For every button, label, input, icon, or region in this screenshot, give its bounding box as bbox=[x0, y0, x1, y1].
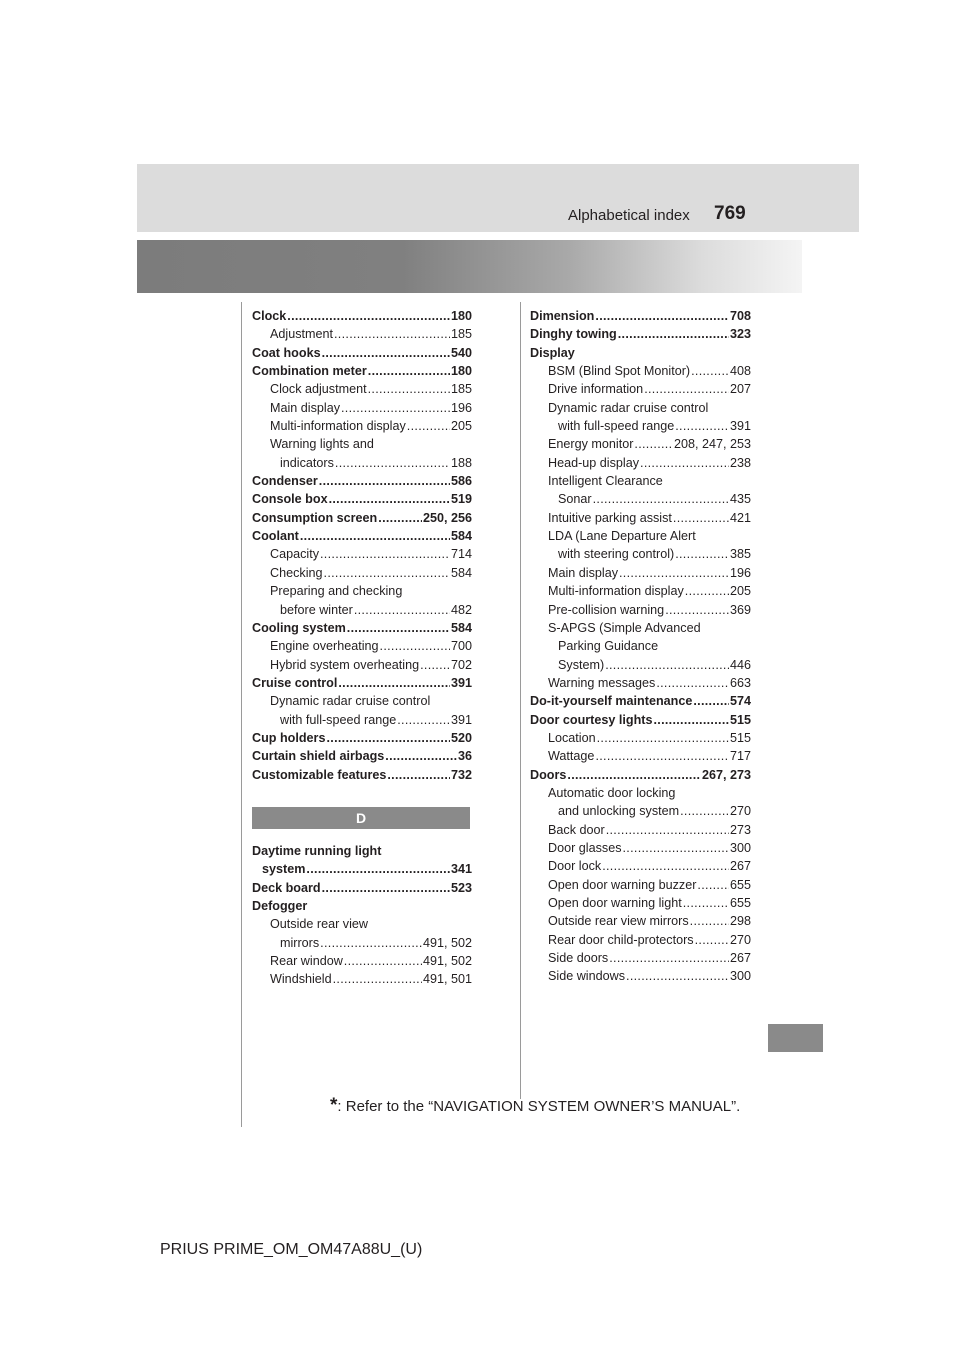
left-margin-rule bbox=[241, 302, 242, 1127]
entry-page: 391 bbox=[450, 712, 472, 727]
entry-label: Hybrid system overheating bbox=[270, 657, 420, 672]
index-entry bbox=[530, 876, 751, 894]
document-id: PRIUS PRIME_OM_OM47A88U_(U) bbox=[160, 1241, 423, 1258]
index-entry bbox=[252, 711, 472, 729]
entry-label: Wattage bbox=[548, 749, 595, 764]
index-list-d bbox=[252, 842, 472, 989]
index-entry bbox=[530, 454, 751, 472]
entry-page: 491, 501 bbox=[422, 972, 472, 987]
section-header-d: D bbox=[252, 807, 470, 829]
entry-label: Dynamic radar cruise control bbox=[548, 400, 709, 415]
index-entry bbox=[530, 435, 751, 453]
dot-leader bbox=[618, 325, 729, 343]
index-entry bbox=[252, 747, 472, 765]
index-entry bbox=[530, 362, 751, 380]
dot-leader bbox=[595, 747, 729, 765]
index-entry bbox=[530, 711, 751, 729]
entry-page: 574 bbox=[729, 694, 751, 709]
entry-label: Main display bbox=[270, 400, 340, 415]
entry-label: Defogger bbox=[252, 898, 308, 913]
dot-leader bbox=[322, 879, 450, 897]
entry-page: 584 bbox=[450, 565, 472, 580]
dot-leader bbox=[675, 545, 729, 563]
entry-label: Warning lights and bbox=[270, 437, 374, 452]
index-entry bbox=[530, 490, 751, 508]
header-title: Alphabetical index bbox=[568, 207, 690, 224]
entry-label: Preparing and checking bbox=[270, 584, 403, 599]
index-entry bbox=[252, 637, 472, 655]
dot-leader bbox=[656, 674, 729, 692]
entry-page: 520 bbox=[450, 730, 472, 745]
entry-label: Outside rear view mirrors bbox=[548, 914, 689, 929]
dot-leader bbox=[605, 656, 729, 674]
index-entry bbox=[530, 619, 751, 637]
dot-leader bbox=[385, 747, 457, 765]
entry-label: Rear door child-protectors bbox=[548, 932, 694, 947]
entry-page: 391 bbox=[729, 419, 751, 434]
entry-label: Console box bbox=[252, 492, 328, 507]
dot-leader bbox=[693, 692, 729, 710]
entry-label: Intuitive parking assist bbox=[548, 510, 672, 525]
entry-label: Cruise control bbox=[252, 675, 338, 690]
entry-page: 341 bbox=[450, 862, 472, 877]
entry-page: 300 bbox=[729, 969, 751, 984]
entry-label: Daytime running light bbox=[252, 843, 382, 858]
index-entry bbox=[530, 325, 751, 343]
entry-page: 267, 273 bbox=[701, 767, 751, 782]
index-entry bbox=[252, 344, 472, 362]
dot-leader bbox=[344, 952, 422, 970]
entry-page: 298 bbox=[729, 914, 751, 929]
index-entry bbox=[530, 509, 751, 527]
dot-leader bbox=[606, 821, 729, 839]
entry-label: Dynamic radar cruise control bbox=[270, 694, 431, 709]
entry-page: 700 bbox=[450, 639, 472, 654]
index-entry bbox=[252, 472, 472, 490]
entry-page: 267 bbox=[729, 859, 751, 874]
entry-page: 421 bbox=[729, 510, 751, 525]
entry-label: LDA (Lane Departure Alert bbox=[548, 529, 696, 544]
entry-page: 702 bbox=[450, 657, 472, 672]
entry-label: Dinghy towing bbox=[530, 327, 617, 342]
entry-label: with steering control) bbox=[558, 547, 675, 562]
dot-leader bbox=[300, 527, 450, 545]
dot-leader bbox=[567, 766, 701, 784]
dot-leader bbox=[673, 509, 729, 527]
index-entry bbox=[252, 860, 472, 878]
index-entry bbox=[252, 564, 472, 582]
index-entry bbox=[252, 692, 472, 710]
entry-label: Multi-information display bbox=[548, 584, 684, 599]
entry-label: and unlocking system bbox=[558, 804, 680, 819]
entry-page: 584 bbox=[450, 529, 472, 544]
dot-leader bbox=[306, 860, 450, 878]
dot-leader bbox=[378, 509, 422, 527]
index-entry bbox=[530, 601, 751, 619]
entry-page: 323 bbox=[729, 327, 751, 342]
entry-label: Cooling system bbox=[252, 620, 346, 635]
entry-label: Display bbox=[530, 345, 575, 360]
entry-page: 663 bbox=[729, 675, 751, 690]
entry-page: 205 bbox=[729, 584, 751, 599]
entry-label: with full-speed range bbox=[558, 419, 675, 434]
dot-leader bbox=[665, 601, 729, 619]
dot-leader bbox=[593, 490, 729, 508]
dot-leader bbox=[595, 307, 729, 325]
entry-label: Side windows bbox=[548, 969, 626, 984]
entry-label: Drive information bbox=[548, 382, 644, 397]
entry-page: 205 bbox=[450, 419, 472, 434]
index-entry bbox=[530, 802, 751, 820]
entry-label: Automatic door locking bbox=[548, 785, 676, 800]
entry-page: 238 bbox=[729, 455, 751, 470]
dot-leader bbox=[368, 362, 450, 380]
entry-page: 732 bbox=[450, 767, 472, 782]
index-entry bbox=[252, 952, 472, 970]
entry-page: 385 bbox=[729, 547, 751, 562]
entry-page: 300 bbox=[729, 840, 751, 855]
entry-label: Multi-information display bbox=[270, 419, 406, 434]
entry-page: 717 bbox=[729, 749, 751, 764]
entry-page: 491, 502 bbox=[422, 935, 472, 950]
index-entry bbox=[252, 656, 472, 674]
index-column-right bbox=[530, 307, 751, 986]
entry-page: 482 bbox=[450, 602, 472, 617]
index-entry bbox=[252, 490, 472, 508]
dot-leader bbox=[338, 674, 450, 692]
entry-label: indicators bbox=[280, 455, 334, 470]
entry-label: Energy monitor bbox=[548, 437, 634, 452]
entry-page: 655 bbox=[729, 896, 751, 910]
index-entry bbox=[252, 582, 472, 600]
index-entry bbox=[530, 894, 751, 912]
entry-label: Engine overheating bbox=[270, 639, 379, 654]
index-entry bbox=[530, 967, 751, 985]
dot-leader bbox=[329, 490, 450, 508]
entry-label: Doors bbox=[530, 767, 567, 782]
entry-label: Door glasses bbox=[548, 840, 622, 855]
dot-leader bbox=[602, 857, 729, 875]
entry-page: 391 bbox=[450, 675, 472, 690]
dot-leader bbox=[597, 729, 729, 747]
entry-page: 369 bbox=[729, 602, 751, 617]
index-entry bbox=[530, 637, 751, 655]
entry-label: Adjustment bbox=[270, 327, 333, 342]
dot-leader bbox=[320, 545, 450, 563]
dot-leader bbox=[354, 601, 450, 619]
entry-page: 36 bbox=[457, 749, 472, 764]
index-entry bbox=[252, 380, 472, 398]
entry-page: 515 bbox=[729, 730, 751, 745]
index-list-c bbox=[252, 307, 472, 784]
index-entry bbox=[530, 821, 751, 839]
index-entry bbox=[252, 601, 472, 619]
dot-leader bbox=[685, 582, 729, 600]
entry-page: 180 bbox=[450, 309, 472, 323]
entry-label: Intelligent Clearance bbox=[548, 474, 663, 489]
dot-leader bbox=[609, 949, 729, 967]
dot-leader bbox=[407, 417, 450, 435]
index-entry bbox=[252, 509, 472, 527]
index-entry bbox=[252, 362, 472, 380]
index-entry bbox=[530, 839, 751, 857]
entry-label: Parking Guidance bbox=[558, 639, 659, 654]
dot-leader bbox=[326, 729, 450, 747]
index-entry bbox=[530, 307, 751, 325]
index-entry bbox=[252, 915, 472, 933]
footnote-asterisk: * bbox=[330, 1095, 338, 1116]
entry-label: System) bbox=[558, 657, 605, 672]
index-entry bbox=[530, 912, 751, 930]
index-entry bbox=[530, 582, 751, 600]
entry-label: Open door warning buzzer bbox=[548, 877, 697, 892]
entry-label: Door courtesy lights bbox=[530, 712, 653, 727]
entry-label: Consumption screen bbox=[252, 510, 378, 525]
entry-page: 273 bbox=[729, 822, 751, 837]
entry-label: Capacity bbox=[270, 547, 319, 562]
entry-page: 207 bbox=[729, 382, 751, 397]
entry-label: system bbox=[262, 862, 306, 877]
index-entry bbox=[530, 931, 751, 949]
index-entry bbox=[252, 417, 472, 435]
entry-label: S-APGS (Simple Advanced bbox=[548, 620, 701, 635]
entry-label: Coolant bbox=[252, 529, 299, 544]
entry-label: Windshield bbox=[270, 972, 332, 987]
dot-leader bbox=[691, 362, 729, 380]
entry-label: Clock adjustment bbox=[270, 382, 367, 397]
dot-leader bbox=[387, 766, 450, 784]
index-entry bbox=[530, 399, 751, 417]
entry-label: Dimension bbox=[530, 309, 595, 323]
entry-label: Warning messages bbox=[548, 675, 656, 690]
index-entry bbox=[530, 564, 751, 582]
index-entry bbox=[530, 692, 751, 710]
index-entry bbox=[252, 842, 472, 860]
entry-label: Curtain shield airbags bbox=[252, 749, 385, 764]
entry-page: 540 bbox=[450, 345, 472, 360]
entry-page: 435 bbox=[729, 492, 751, 507]
dot-leader bbox=[347, 619, 450, 637]
entry-page: 185 bbox=[450, 382, 472, 397]
entry-page: 491, 502 bbox=[422, 954, 472, 968]
dot-leader bbox=[626, 967, 729, 985]
dot-leader bbox=[697, 876, 729, 894]
index-entry bbox=[530, 344, 751, 362]
dot-leader bbox=[397, 711, 450, 729]
entry-label: Combination meter bbox=[252, 364, 367, 379]
entry-label: Condenser bbox=[252, 474, 318, 489]
index-entry bbox=[252, 527, 472, 545]
entry-page: 586 bbox=[450, 474, 472, 489]
entry-label: Pre-collision warning bbox=[548, 602, 665, 617]
dot-leader bbox=[320, 934, 422, 952]
dot-leader bbox=[420, 656, 450, 674]
entry-page: 180 bbox=[450, 364, 472, 379]
index-entry bbox=[252, 435, 472, 453]
index-entry bbox=[252, 619, 472, 637]
entry-page: 185 bbox=[450, 327, 472, 342]
dot-leader bbox=[640, 454, 729, 472]
index-entry bbox=[252, 970, 472, 988]
index-entry bbox=[252, 545, 472, 563]
index-entry bbox=[530, 747, 751, 765]
entry-page: 188 bbox=[450, 455, 472, 470]
entry-label: Deck board bbox=[252, 880, 321, 895]
index-entry bbox=[252, 307, 472, 325]
dot-leader bbox=[623, 839, 729, 857]
entry-page: 446 bbox=[729, 657, 751, 672]
index-entry bbox=[252, 729, 472, 747]
entry-page: 519 bbox=[450, 492, 472, 507]
index-entry bbox=[530, 656, 751, 674]
index-entry bbox=[530, 417, 751, 435]
entry-page: 515 bbox=[729, 712, 751, 727]
footnote-text: : Refer to the “NAVIGATION SYSTEM OWNER’S MANUAL”. bbox=[337, 1098, 741, 1115]
footnote bbox=[330, 1095, 740, 1117]
page-number: 769 bbox=[714, 203, 746, 224]
entry-label: BSM (Blind Spot Monitor) bbox=[548, 364, 691, 379]
index-entry bbox=[530, 857, 751, 875]
entry-page: 584 bbox=[450, 620, 472, 635]
entry-label: Side doors bbox=[548, 951, 609, 966]
entry-page: 708 bbox=[729, 309, 751, 323]
dot-leader bbox=[333, 970, 422, 988]
chapter-band bbox=[137, 240, 802, 293]
dot-leader bbox=[287, 307, 450, 325]
entry-label: with full-speed range bbox=[280, 712, 397, 727]
dot-leader bbox=[335, 454, 450, 472]
dot-leader bbox=[695, 931, 729, 949]
entry-page: 196 bbox=[729, 565, 751, 580]
dot-leader bbox=[341, 399, 450, 417]
dot-leader bbox=[319, 472, 450, 490]
entry-page: 655 bbox=[729, 877, 751, 892]
entry-label: Outside rear view bbox=[270, 917, 368, 932]
dot-leader bbox=[324, 564, 450, 582]
entry-page: 250, 256 bbox=[422, 510, 472, 525]
index-entry bbox=[530, 784, 751, 802]
header-bar bbox=[137, 164, 859, 232]
dot-leader bbox=[675, 417, 729, 435]
entry-label: Open door warning light bbox=[548, 896, 682, 910]
index-entry bbox=[252, 766, 472, 784]
entry-label: Door lock bbox=[548, 859, 602, 874]
index-list-d-continued bbox=[530, 307, 751, 986]
index-entry bbox=[530, 949, 751, 967]
index-entry bbox=[252, 674, 472, 692]
index-entry bbox=[252, 897, 472, 915]
entry-label: Main display bbox=[548, 565, 618, 580]
dot-leader bbox=[322, 344, 450, 362]
index-entry bbox=[252, 454, 472, 472]
dot-leader bbox=[334, 325, 450, 343]
dot-leader bbox=[619, 564, 729, 582]
index-entry bbox=[530, 472, 751, 490]
entry-label: Do-it-yourself maintenance bbox=[530, 694, 693, 709]
entry-page: 267 bbox=[729, 951, 751, 966]
entry-page: 196 bbox=[450, 400, 472, 415]
index-entry bbox=[530, 545, 751, 563]
dot-leader bbox=[368, 380, 450, 398]
entry-label: Customizable features bbox=[252, 767, 387, 782]
index-entry bbox=[252, 934, 472, 952]
entry-page: 270 bbox=[729, 804, 751, 819]
column-divider bbox=[520, 302, 521, 1099]
index-entry bbox=[530, 766, 751, 784]
index-entry bbox=[252, 325, 472, 343]
index-entry bbox=[530, 729, 751, 747]
dot-leader bbox=[380, 637, 450, 655]
index-entry bbox=[252, 399, 472, 417]
entry-label: Clock bbox=[252, 309, 287, 323]
dot-leader bbox=[644, 380, 729, 398]
entry-label: Checking bbox=[270, 565, 323, 580]
entry-label: Location bbox=[548, 730, 596, 745]
entry-page: 523 bbox=[450, 880, 472, 895]
entry-label: Cup holders bbox=[252, 730, 326, 745]
index-entry bbox=[530, 674, 751, 692]
entry-label: Rear window bbox=[270, 954, 343, 968]
dot-leader bbox=[690, 912, 729, 930]
entry-page: 208, 247, 253 bbox=[673, 437, 751, 452]
index-entry bbox=[530, 380, 751, 398]
dot-leader bbox=[683, 894, 729, 912]
dot-leader bbox=[634, 435, 673, 453]
entry-label: Back door bbox=[548, 822, 605, 837]
dot-leader bbox=[653, 711, 729, 729]
entry-label: Head-up display bbox=[548, 455, 640, 470]
entry-label: mirrors bbox=[280, 935, 320, 950]
entry-label: Sonar bbox=[558, 492, 592, 507]
index-entry bbox=[252, 879, 472, 897]
entry-label: Coat hooks bbox=[252, 345, 321, 360]
entry-label: before winter bbox=[280, 602, 353, 617]
entry-page: 270 bbox=[729, 932, 751, 947]
entry-page: 714 bbox=[450, 547, 472, 562]
index-entry bbox=[530, 527, 751, 545]
thumb-index-tab bbox=[768, 1024, 823, 1052]
index-column-left bbox=[252, 307, 472, 989]
dot-leader bbox=[680, 802, 729, 820]
entry-page: 408 bbox=[729, 364, 751, 379]
